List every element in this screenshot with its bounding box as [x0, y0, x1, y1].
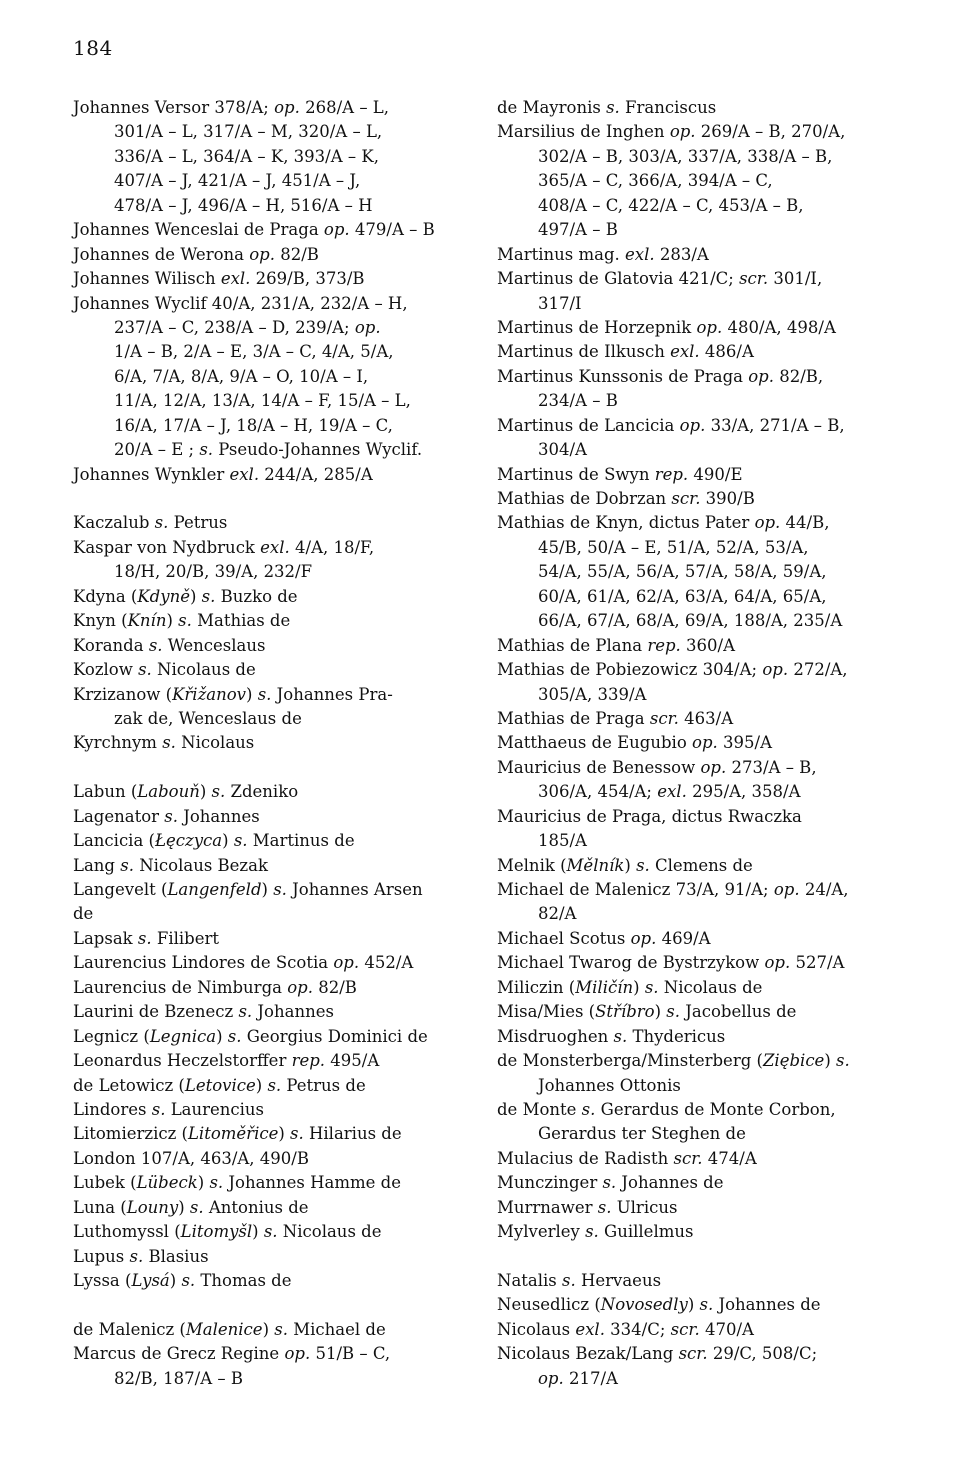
index-entry: Martinus de Lancicia op. 33/A, 271/A – B, [497, 415, 845, 435]
index-entry-continuation: 16/A, 17/A – J, 18/A – H, 19/A – C, [114, 415, 393, 435]
index-entry-continuation: 497/A – B [538, 220, 618, 240]
index-entry: Mauricius de Praga, dictus Rwaczka [497, 806, 802, 826]
index-entry-continuation: 317/I [538, 293, 582, 313]
index-entry: Leonardus Heczelstorffer rep. 495/A [73, 1051, 380, 1071]
index-entry: Labun (Labouň) s. Zdeniko [73, 782, 299, 802]
index-entry: Krzizanow (Křižanov) s. Johannes Pra- [73, 684, 393, 704]
index-entry-continuation: 20/A – E ; s. Pseudo-Johannes Wyclif. [114, 440, 423, 460]
index-entry: Martinus Kunssonis de Praga op. 82/B, [497, 366, 824, 386]
index-entry-continuation: 185/A [538, 831, 587, 851]
index-entry: Lapsak s. Filibert [73, 928, 219, 948]
index-entry: Luna (Louny) s. Antonius de [73, 1197, 309, 1217]
index-entry: Michael de Malenicz 73/A, 91/A; op. 24/A, [497, 880, 849, 899]
index-entry: Laurencius Lindores de Scotia op. 452/A [73, 953, 414, 973]
index-entry-continuation: Johannes Ottonis [538, 1075, 681, 1095]
index-entry-continuation: 301/A – L, 317/A – M, 320/A – L, [114, 122, 383, 142]
index-entry: Mathias de Knyn, dictus Pater op. 44/B, [497, 513, 830, 533]
index-entry: Mathias de Dobrzan scr. 390/B [497, 489, 755, 508]
index-entry: de [73, 904, 94, 924]
section-gap [497, 1245, 897, 1269]
index-entry-continuation: 365/A – C, 366/A, 394/A – C, [538, 171, 773, 191]
index-entry: Lagenator s. Johannes [73, 806, 260, 826]
index-entry-continuation: 1/A – B, 2/A – E, 3/A – C, 4/A, 5/A, [114, 342, 394, 362]
index-entry: Kozlow s. Nicolaus de [73, 660, 256, 680]
index-entry: Mulacius de Radisth scr. 474/A [497, 1148, 757, 1168]
index-column-right [497, 96, 897, 1391]
index-entry: Martinus mag. exl. 283/A [497, 244, 709, 264]
index-entry: de Malenicz (Malenice) s. Michael de [73, 1319, 386, 1339]
index-entry: Michael Twarog de Bystrzykow op. 527/A [497, 953, 845, 973]
index-entry-continuation: 18/H, 20/B, 39/A, 232/F [114, 562, 313, 582]
index-entry: Kaczalub s. Petrus [73, 513, 228, 533]
index-entry: Johannes de Werona op. 82/B [73, 244, 319, 264]
page-number: 184 [73, 36, 113, 60]
index-entry: Luthomyssl (Litomyšl) s. Nicolaus de [73, 1222, 382, 1242]
index-entry: Laurencius de Nimburga op. 82/B [73, 977, 357, 997]
index-entry: Johannes Wyclif 40/A, 231/A, 232/A – H, [73, 293, 408, 313]
index-entry-continuation: 66/A, 67/A, 68/A, 69/A, 188/A, 235/A [538, 611, 843, 631]
section-gap [73, 1293, 473, 1317]
index-entry-continuation: 302/A – B, 303/A, 337/A, 338/A – B, [538, 146, 833, 166]
index-entry-continuation: zak de, Wenceslaus de [114, 708, 302, 728]
index-entry: Nicolaus exl. 334/C; scr. 470/A [497, 1319, 754, 1339]
index-entry: Litomierzicz (Litoměřice) s. Hilarius de [73, 1124, 402, 1144]
index-entry-continuation: 6/A, 7/A, 8/A, 9/A – O, 10/A – I, [114, 366, 369, 386]
index-entry: Laurini de Bzenecz s. Johannes [73, 1002, 334, 1022]
index-entry: London 107/A, 463/A, 490/B [73, 1148, 309, 1168]
index-entry-continuation: 336/A – L, 364/A – K, 393/A – K, [114, 146, 379, 166]
index-entry-continuation: 237/A – C, 238/A – D, 239/A; op. [114, 317, 381, 337]
index-entry-continuation: 60/A, 61/A, 62/A, 63/A, 64/A, 65/A, [538, 586, 827, 606]
index-entry-continuation: 234/A – B [538, 391, 618, 411]
index-entry: de Monsterberga/Minsterberg (Ziębice) s. [497, 1051, 850, 1071]
index-entry-continuation: 54/A, 55/A, 56/A, 57/A, 58/A, 59/A, [538, 562, 827, 582]
index-entry: de Mayronis s. Franciscus [497, 98, 717, 117]
index-entry: Lupus s. Blasius [73, 1246, 209, 1266]
index-entry: Johannes Versor 378/A; op. 268/A – L, [73, 98, 390, 117]
index-entry: Johannes Wenceslai de Praga op. 479/A – B [73, 220, 435, 240]
index-entry: de Letowicz (Letovice) s. Petrus de [73, 1075, 366, 1095]
index-entry: Mylverley s. Guillelmus [497, 1222, 694, 1242]
index-entry: Langevelt (Langenfeld) s. Johannes Arsen [73, 880, 423, 899]
section-gap [73, 487, 473, 511]
index-entry: Kyrchnym s. Nicolaus [73, 733, 255, 753]
index-entry: Koranda s. Wenceslaus [73, 635, 266, 655]
index-entry-continuation: 478/A – J, 496/A – H, 516/A – H [114, 195, 373, 215]
index-entry: Neusedlicz (Novosedly) s. Johannes de [497, 1295, 821, 1315]
index-entry-continuation: 82/A [538, 904, 577, 924]
index-entry: Lyssa (Lysá) s. Thomas de [73, 1271, 292, 1290]
index-entry-continuation: 82/B, 187/A – B [114, 1368, 244, 1388]
index-entry: Martinus de Horzepnik op. 480/A, 498/A [497, 317, 836, 337]
index-entry-continuation: Gerardus ter Steghen de [538, 1124, 746, 1144]
index-entry: Johannes Wynkler exl. 244/A, 285/A [73, 464, 373, 484]
index-entry: Misa/Mies (Stříbro) s. Jacobellus de [497, 1002, 797, 1022]
index-entry: Lancicia (Łęczyca) s. Martinus de [73, 831, 355, 851]
index-entry-continuation: op. 217/A [538, 1368, 618, 1388]
index-entry-continuation: 45/B, 50/A – E, 51/A, 52/A, 53/A, [538, 537, 809, 557]
index-entry: Kaspar von Nydbruck exl. 4/A, 18/F, [73, 537, 375, 557]
index-entry: Miliczin (Miličín) s. Nicolaus de [497, 977, 763, 997]
index-entry-continuation: 408/A – C, 422/A – C, 453/A – B, [538, 195, 804, 215]
section-gap [73, 756, 473, 780]
index-entry: Mathias de Plana rep. 360/A [497, 635, 736, 655]
index-entry: Johannes Wilisch exl. 269/B, 373/B [73, 269, 365, 289]
index-entry: Misdruoghen s. Thydericus [497, 1026, 726, 1046]
index-entry: Marsilius de Inghen op. 269/A – B, 270/A, [497, 122, 846, 142]
index-entry: Martinus de Swyn rep. 490/E [497, 464, 743, 484]
index-entry: Lubek (Lübeck) s. Johannes Hamme de [73, 1173, 401, 1193]
index-entry: Lang s. Nicolaus Bezak [73, 855, 268, 875]
index-entry-continuation: 304/A [538, 440, 587, 460]
index-entry: Matthaeus de Eugubio op. 395/A [497, 733, 772, 753]
index-entry-continuation: 11/A, 12/A, 13/A, 14/A – F, 15/A – L, [114, 391, 411, 411]
index-entry: Murrnawer s. Ulricus [497, 1197, 678, 1217]
index-entry: Mathias de Praga scr. 463/A [497, 708, 734, 728]
index-entry: Martinus de Glatovia 421/C; scr. 301/I, [497, 269, 823, 289]
index-entry-continuation: 305/A, 339/A [538, 684, 647, 704]
index-entry: de Monte s. Gerardus de Monte Corbon, [497, 1099, 836, 1119]
index-entry: Natalis s. Hervaeus [497, 1271, 662, 1290]
index-entry: Martinus de Ilkusch exl. 486/A [497, 342, 754, 362]
index-entry: Legnicz (Legnica) s. Georgius Dominici de [73, 1026, 428, 1046]
index-entry: Michael Scotus op. 469/A [497, 928, 711, 948]
index-column-left [73, 96, 473, 1391]
index-entry: Marcus de Grecz Regine op. 51/B – C, [73, 1344, 391, 1364]
index-entry-continuation: 407/A – J, 421/A – J, 451/A – J, [114, 171, 361, 191]
index-entry: Munczinger s. Johannes de [497, 1173, 724, 1193]
index-entry: Knyn (Knín) s. Mathias de [73, 611, 291, 631]
index-entry: Kdyna (Kdyně) s. Buzko de [73, 586, 298, 606]
index-entry: Nicolaus Bezak/Lang scr. 29/C, 508/C; [497, 1344, 818, 1364]
index-entry: Mauricius de Benessow op. 273/A – B, [497, 757, 817, 777]
index-entry: Lindores s. Laurencius [73, 1099, 265, 1119]
index-entry: Mathias de Pobiezowicz 304/A; op. 272/A, [497, 660, 848, 680]
index-entry: Melnik (Mělník) s. Clemens de [497, 855, 753, 875]
index-entry-continuation: 306/A, 454/A; exl. 295/A, 358/A [538, 782, 801, 802]
